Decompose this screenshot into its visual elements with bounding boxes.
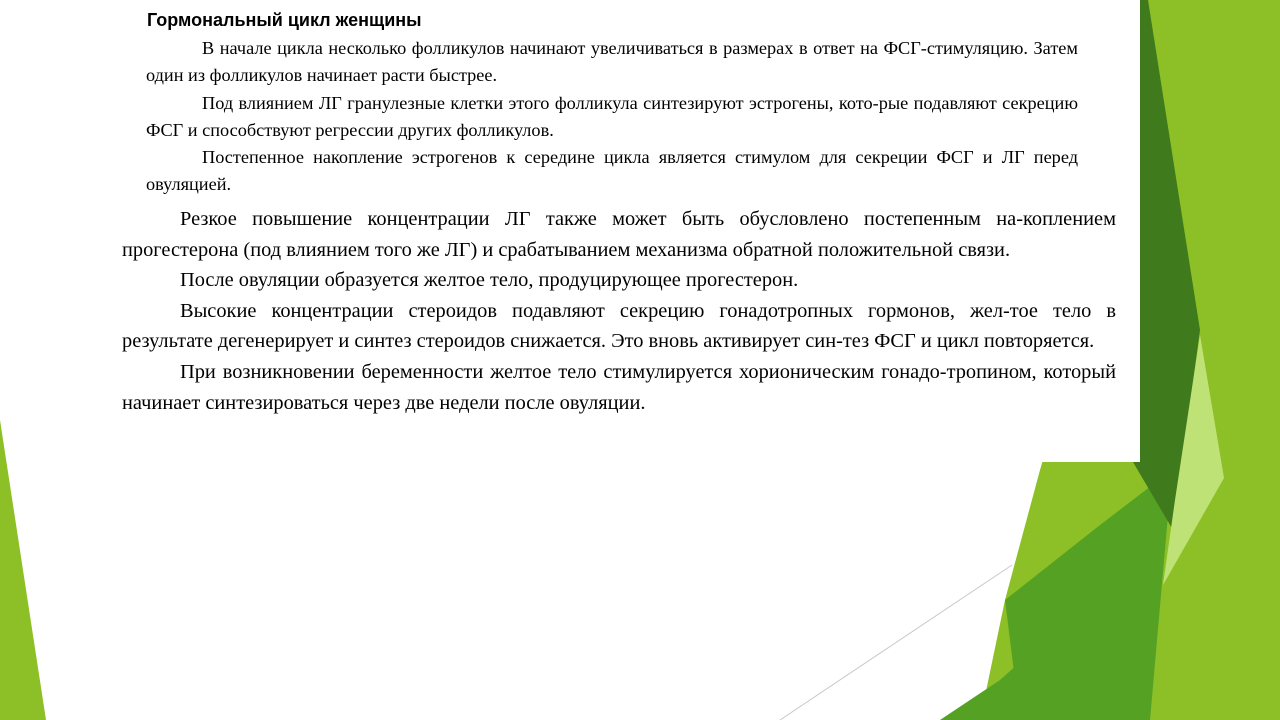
intro-text-block	[146, 35, 1078, 199]
slide-title: Гормональный цикл женщины	[147, 10, 422, 30]
intro-paragraph: Постепенное накопление эстрогенов к середине цикла является стимулом для секреции ФСГ и ЛГ перед овуляцией.	[146, 147, 1078, 195]
intro-paragraph: Под влиянием ЛГ гранулезные клетки этого фолликула синтезируют эстрогены, кото-рые подавляют секрецию ФСГ и способствуют регрессии других фолликулов.	[146, 92, 1078, 140]
main-paragraph: Высокие концентрации стероидов подавляют секрецию гонадотропных гормонов, жел-тое тело в результате дегенерирует и синтез стероидов снижается. Это вновь активирует син-тез ФСГ и цикл повторяется.	[122, 299, 1116, 353]
main-paragraph: При возникновении беременности желтое тело стимулируется хорионическим гонадо-тропином, который начинает синтезироваться через две недели после овуляции.	[122, 360, 1116, 414]
intro-paragraph: В начале цикла несколько фолликулов начинают увеличиваться в размерах в ответ на ФСГ-стимуляцию. Затем один из фолликулов начинает расти быстрее.	[146, 38, 1078, 86]
main-paragraph: Резкое повышение концентрации ЛГ также может быть обусловлено постепенным на-коплением прогестерона (под влиянием того же ЛГ) и срабатыванием механизма обратной положительной связи.	[122, 208, 1116, 261]
left-green-sliver	[0, 420, 46, 720]
main-paragraph: После овуляции образуется желтое тело, продуцирующее прогестерон.	[180, 269, 799, 292]
main-text-block	[122, 204, 1116, 418]
